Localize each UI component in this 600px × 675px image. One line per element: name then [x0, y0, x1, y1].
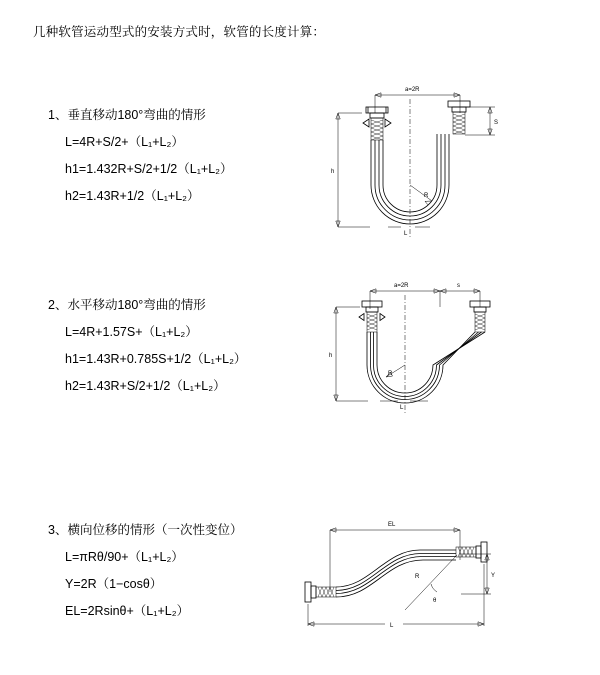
section-3-text	[48, 520, 308, 628]
dim-label-bottom: L	[390, 623, 394, 629]
dim-label-left: h	[331, 169, 335, 175]
dim-label-top-left: a=2R	[394, 283, 409, 289]
section-2-figure	[300, 273, 520, 458]
dim-label-radius: R	[388, 371, 393, 377]
dim-label-left: h	[329, 353, 333, 359]
page-title: 几种软管运动型式的安装方式时，软管的长度计算：	[33, 25, 326, 39]
diagram-vertical-180	[300, 77, 520, 272]
section-1-text	[48, 105, 308, 213]
section-1-formula-3: h2=1.43R+1/2（L₁+L₂）	[65, 189, 200, 203]
diagram-horizontal-180	[300, 273, 520, 458]
section-3-formula-3: EL=2Rsinθ+（L₁+L₂）	[65, 604, 190, 618]
section-2-text	[48, 295, 308, 403]
dim-label-radius: R	[424, 193, 429, 199]
dim-label-top-right: s	[457, 283, 460, 289]
dim-label-bottom: L	[404, 231, 408, 237]
section-2-formula-2: h1=1.43R+0.785S+1/2（L₁+L₂）	[65, 352, 247, 366]
section-1-formula-2: h1=1.432R+S/2+1/2（L₁+L₂）	[65, 162, 233, 176]
section-3-figure	[285, 512, 515, 647]
dim-label-right: Y	[491, 573, 496, 579]
section-2-formula-3: h2=1.43R+S/2+1/2（L₁+L₂）	[65, 379, 226, 393]
section-3-formula-2: Y=2R（1−cosθ）	[65, 577, 163, 591]
section-3-formula-1: L=πRθ/90+（L₁+L₂）	[65, 550, 184, 564]
diagram-lateral-offset	[285, 512, 515, 647]
section-1-title: 1、垂直移动180°弯曲的情形	[48, 108, 206, 122]
section-1-figure	[300, 77, 520, 272]
section-2-title: 2、水平移动180°弯曲的情形	[48, 298, 206, 312]
section-1-formula-1: L=4R+S/2+（L₁+L₂）	[65, 135, 184, 149]
section-2-formula-1: L=4R+1.57S+（L₁+L₂）	[65, 325, 198, 339]
dim-label-angle: θ	[433, 598, 437, 604]
section-3-title: 3、横向位移的情形（一次性变位）	[48, 523, 243, 537]
dim-label-right: S	[494, 120, 499, 126]
dim-label-bottom: L	[400, 405, 404, 411]
dim-label-top: EL	[388, 522, 396, 528]
dim-label-radius: R	[415, 574, 420, 580]
dim-label-top: a=2R	[405, 87, 420, 93]
